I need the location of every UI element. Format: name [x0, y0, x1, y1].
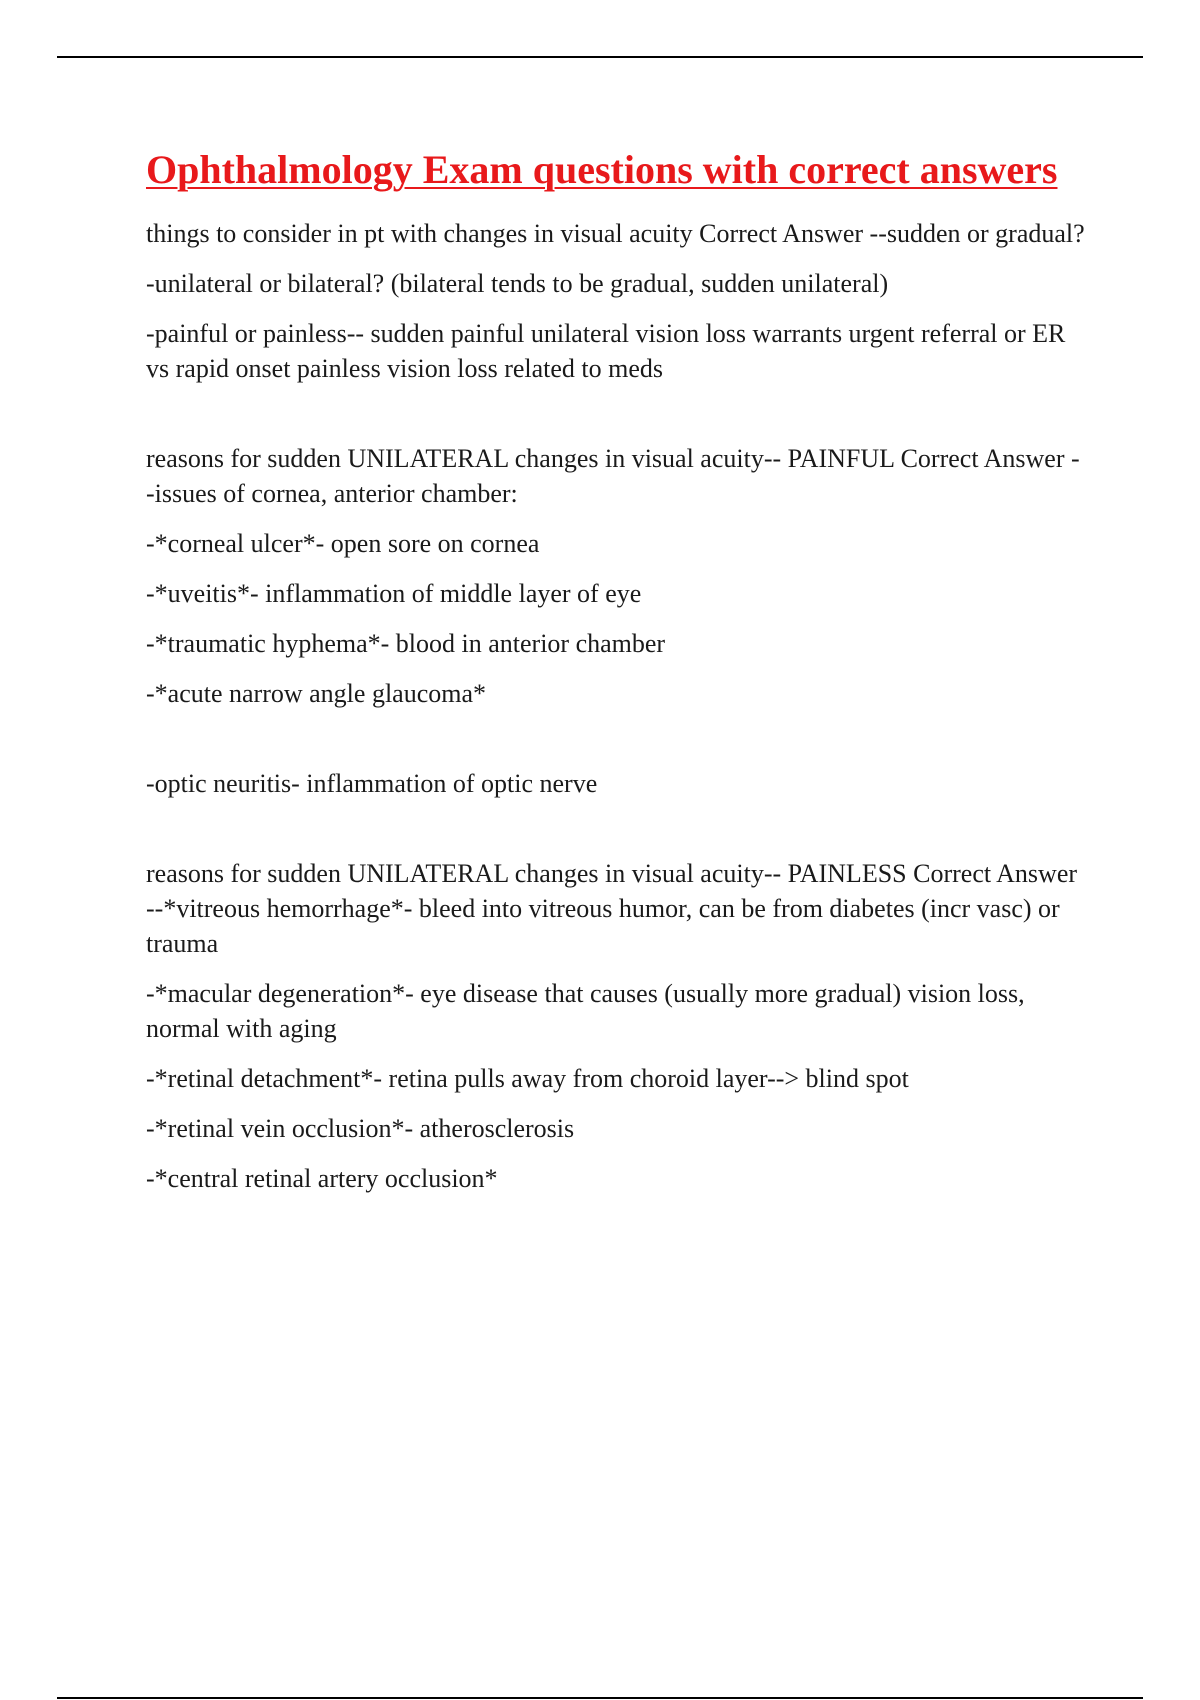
answer-line-retinal-detachment: -*retinal detachment*- retina pulls away from choroid layer--> blind spot	[146, 1064, 909, 1093]
answer-line-retinal-vein-occlusion: -*retinal vein occlusion*- atherosclerosis	[146, 1114, 575, 1143]
answer-line-macular-degeneration: -*macular degeneration*- eye disease that causes (usually more gradual) vision loss, normal with aging	[146, 979, 1025, 1043]
document-title: Ophthalmology Exam questions with correct answers	[146, 147, 1058, 192]
question-1-text: things to consider in pt with changes in visual acuity Correct Answer --sudden or gradual?	[146, 219, 1085, 248]
answer-line-central-retinal-artery: -*central retinal artery occlusion*	[146, 1164, 498, 1193]
document-body	[146, 142, 1086, 1211]
footer-rule	[57, 1697, 1143, 1699]
question-2-text: reasons for sudden UNILATERAL changes in visual acuity-- PAINFUL Correct Answer --issues of cornea, anterior chamber:	[146, 444, 1080, 508]
question-3-text: reasons for sudden UNILATERAL changes in visual acuity-- PAINLESS Correct Answer --*vitreous hemorrhage*- bleed into vitreous humor, can be from diabetes (incr vasc) or trauma	[146, 859, 1078, 958]
answer-line-glaucoma: -*acute narrow angle glaucoma*	[146, 679, 487, 708]
answer-line-uveitis: -*uveitis*- inflammation of middle layer of eye	[146, 579, 642, 608]
header-rule	[57, 56, 1143, 58]
answer-line-painful: -painful or painless-- sudden painful unilateral vision loss warrants urgent referral or ER vs rapid onset painless vision loss related to meds	[146, 319, 1066, 383]
answer-line-optic-neuritis: -optic neuritis- inflammation of optic nerve	[146, 769, 598, 798]
answer-line-unilateral: -unilateral or bilateral? (bilateral tends to be gradual, sudden unilateral)	[146, 269, 889, 298]
answer-line-corneal-ulcer: -*corneal ulcer*- open sore on cornea	[146, 529, 540, 558]
answer-line-traumatic-hyphema: -*traumatic hyphema*- blood in anterior chamber	[146, 629, 666, 658]
